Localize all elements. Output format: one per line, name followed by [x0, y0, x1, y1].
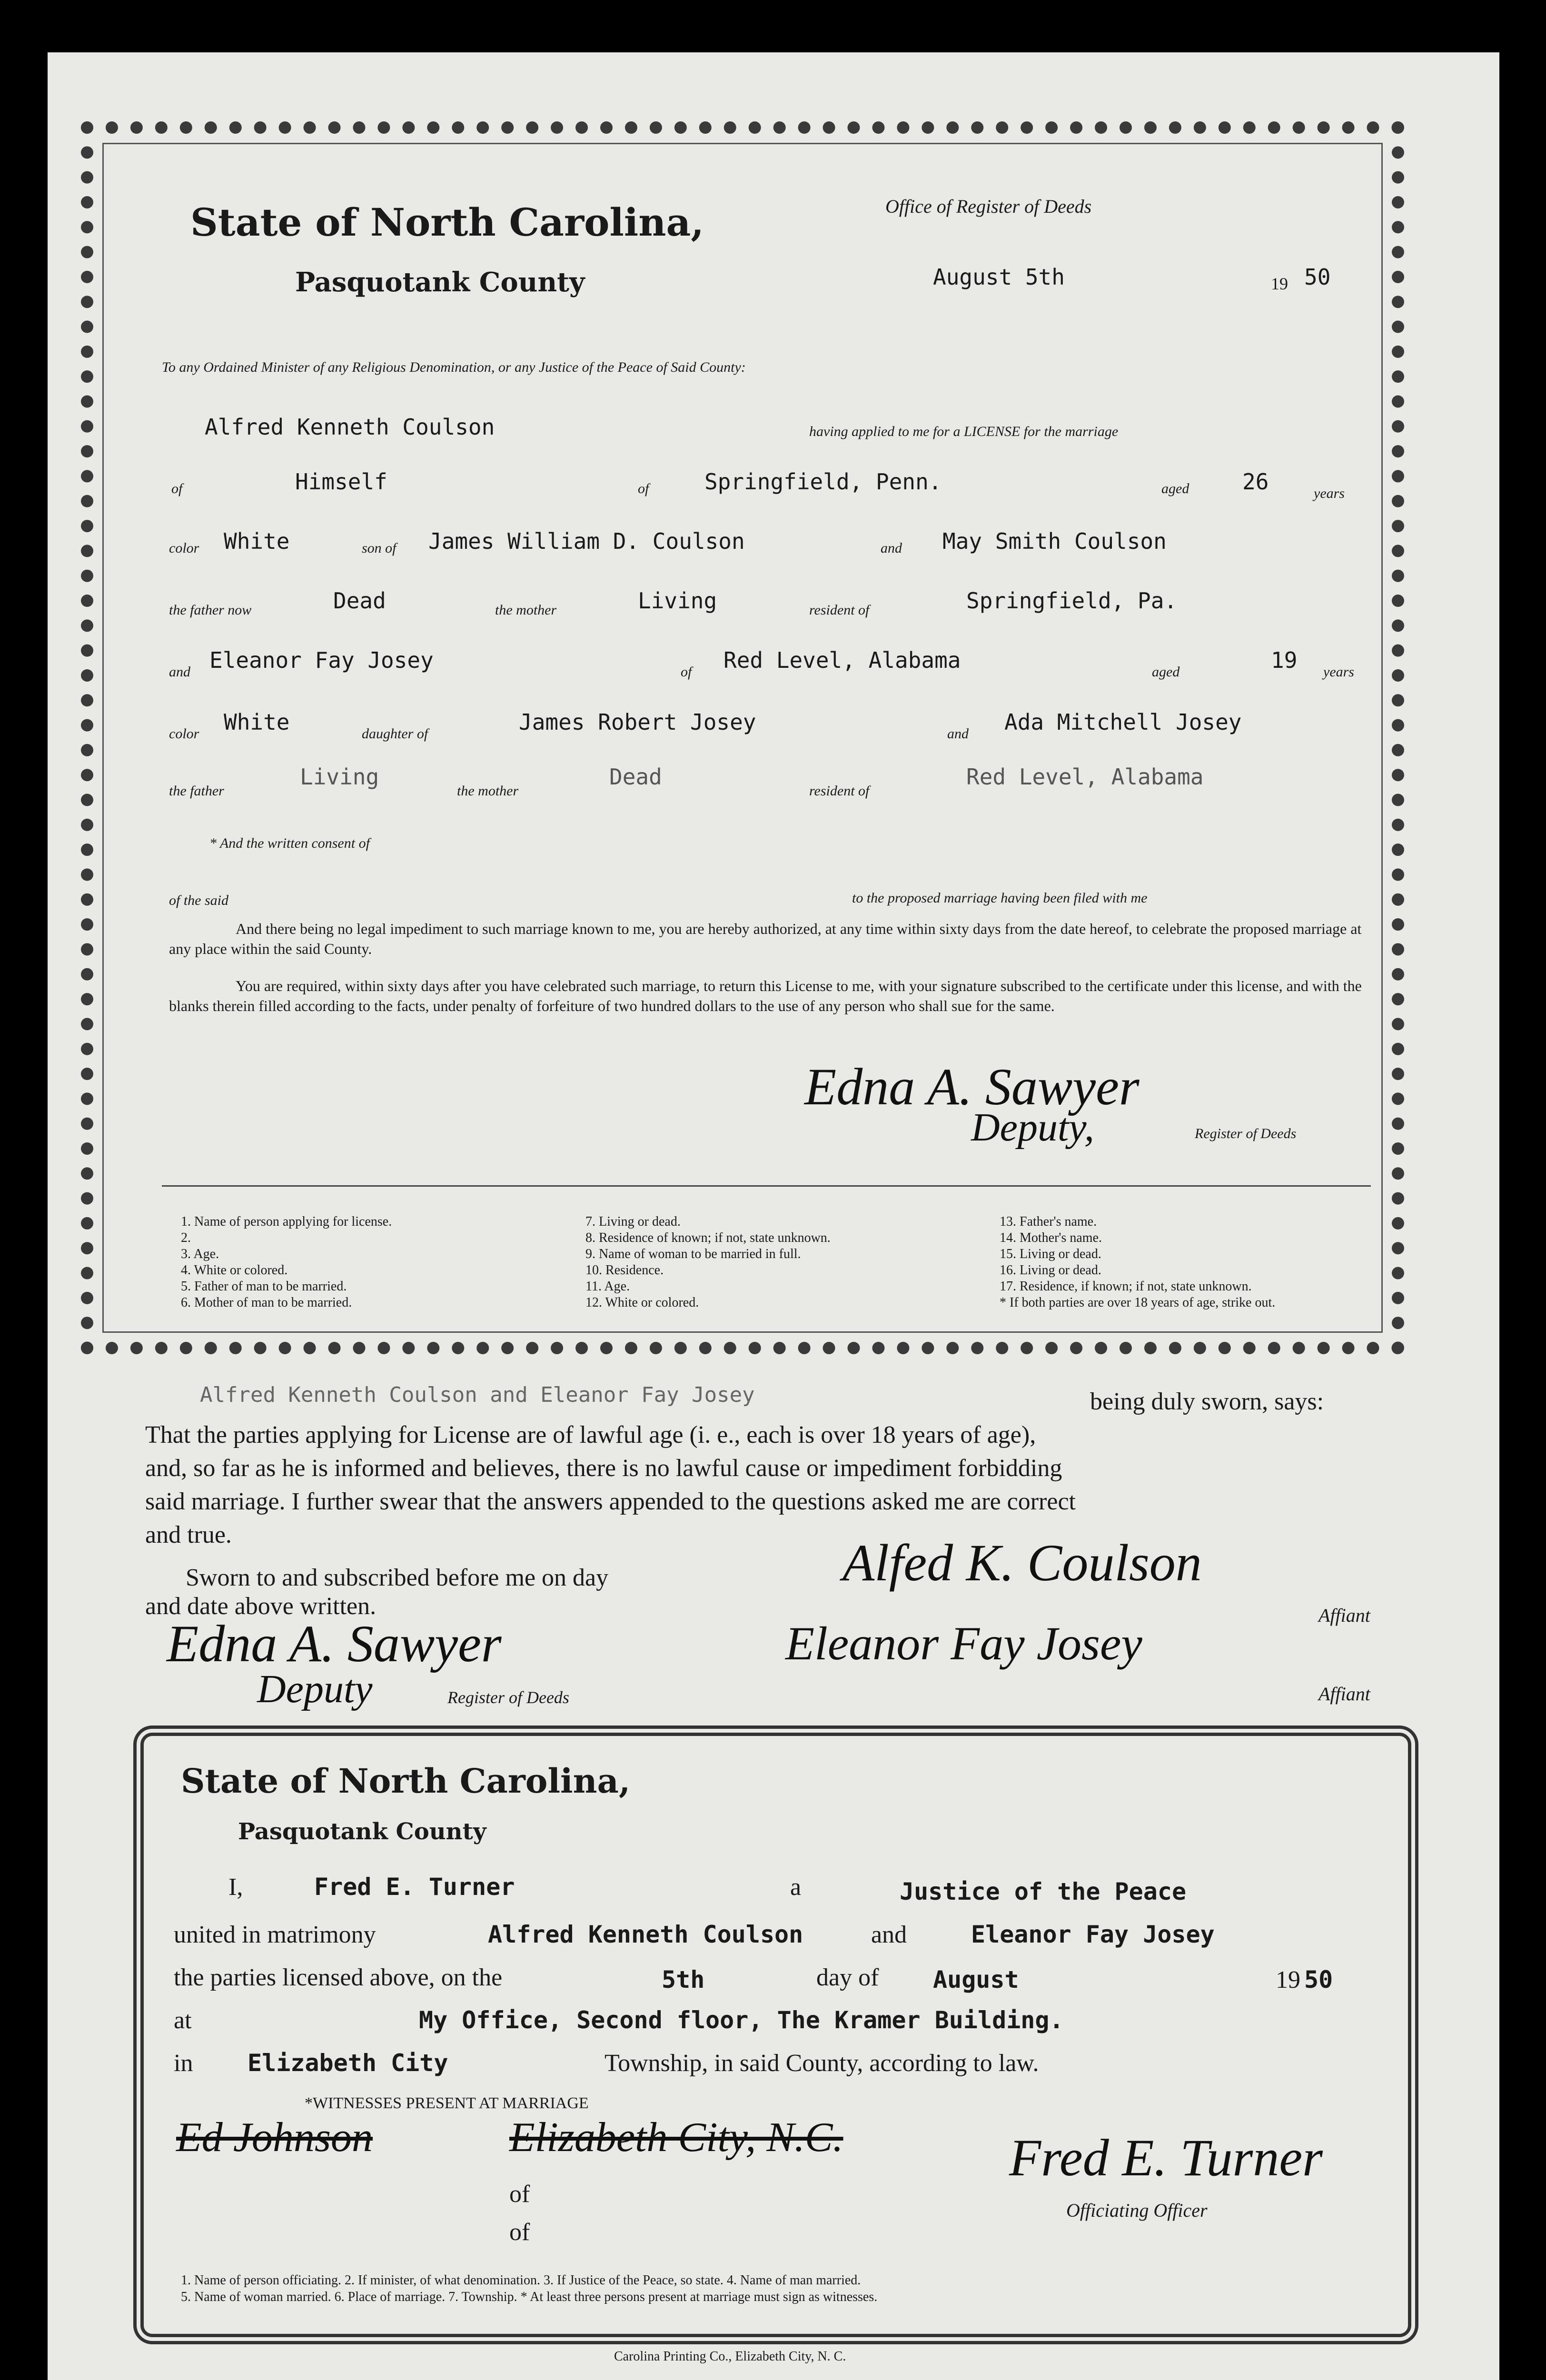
certificate-county: Pasquotank County: [238, 1818, 486, 1845]
license-said-label: of the said: [169, 892, 228, 908]
license-father-now-label: the father now: [169, 602, 252, 618]
license-of3-label: of: [681, 664, 692, 680]
certificate-of-label-2: of: [509, 2219, 530, 2246]
certificate-in-label: in: [174, 2050, 193, 2077]
license-resident2-label: resident of: [809, 783, 870, 799]
certificate-place: My Office, Second floor, The Kramer Building.: [419, 2006, 1064, 2034]
certificate-month: August: [933, 1966, 1019, 1993]
certificate-township: Elizabeth City: [248, 2049, 448, 2077]
license-groom-residence: Springfield, Penn.: [704, 469, 942, 495]
license-mother-label: the mother: [495, 602, 557, 618]
license-footnotes-col1: [181, 1214, 392, 1311]
certificate-groom: Alfred Kenneth Coulson: [488, 1921, 803, 1948]
license-consent-filed: to the proposed marriage having been filed with me: [852, 890, 1148, 906]
license-groom-parents-residence: Springfield, Pa.: [966, 588, 1178, 614]
license-applied-text: having applied to me for a LICENSE for the marriage: [809, 424, 1119, 439]
certificate-and-label: and: [871, 1921, 907, 1948]
certificate-officiant-signature: Fred E. Turner: [1009, 2129, 1323, 2187]
affidavit-affiant-signature-1: Alfed K. Coulson: [842, 1534, 1202, 1592]
affidavit-subscribed2: and date above written.: [145, 1593, 377, 1620]
license-groom-mother: May Smith Coulson: [942, 528, 1167, 554]
footnote-item: 17. Residence, if known; if not, state unknown.: [1000, 1279, 1252, 1294]
license-register-title: Register of Deeds: [1195, 1126, 1297, 1141]
affidavit-affiant-label-2: Affiant: [1318, 1683, 1370, 1705]
certificate-footnote-2: 5. Name of woman married. 6. Place of marriage. 7. Township. * At least three persons present at marriage must sign as witnesses.: [181, 2290, 878, 2304]
license-deputy: Deputy,: [971, 1105, 1094, 1150]
license-years-label: years: [1314, 486, 1345, 501]
license-authorization-paragraph: And there being no legal impediment to such marriage known to me, you are hereby authorized, at any time within sixty days from the date hereof, to celebrate the proposed marriage at any place within the said County.: [169, 920, 1362, 957]
license-applicant: Alfred Kenneth Coulson: [205, 414, 495, 440]
affidavit-line2: and, so far as he is informed and believes, there is no lawful cause or impediment forbidding: [145, 1455, 1062, 1482]
footnote-item: 11. Age.: [585, 1279, 630, 1294]
certificate-witness-1: Ed Johnson: [176, 2114, 373, 2161]
footnote-item: 15. Living or dead.: [1000, 1247, 1101, 1261]
license-resident-label: resident of: [809, 602, 870, 618]
footnote-item: 2.: [181, 1230, 191, 1245]
affidavit-affiant-signature-2: Eleanor Fay Josey: [785, 1617, 1142, 1670]
footnote-item: 5. Father of man to be married.: [181, 1279, 347, 1294]
certificate-footnote-1: 1. Name of person officiating. 2. If minister, of what denomination. 3. If Justice of the Peace, so state. 4. Name of man married.: [181, 2273, 861, 2288]
footnote-item: 6. Mother of man to be married.: [181, 1295, 352, 1310]
affidavit-line1: That the parties applying for License are of lawful age (i. e., each is over 18 years of age),: [145, 1421, 1036, 1448]
license-son-of-label: son of: [362, 540, 396, 556]
certificate-year-suffix: 50: [1304, 1966, 1333, 1993]
footnote-item: 8. Residence of known; if not, state unknown.: [585, 1230, 831, 1245]
license-bride-age: 19: [1271, 647, 1298, 673]
license-father-label: the father: [169, 783, 224, 799]
license-address-line: To any Ordained Minister of any Religious Denomination, or any Justice of the Peace of Said County:: [162, 359, 746, 375]
certificate-bride: Eleanor Fay Josey: [971, 1921, 1215, 1948]
footnote-item: 1. Name of person applying for license.: [181, 1214, 392, 1229]
license-color-label: color: [169, 540, 199, 556]
certificate-day: 5th: [662, 1966, 705, 1993]
affidavit-line3: said marriage. I further swear that the answers appended to the questions asked me are correct: [145, 1488, 1076, 1515]
license-year-prefix: 19: [1271, 274, 1288, 293]
footnote-item: 3. Age.: [181, 1247, 219, 1261]
certificate-officiating-label: Officiating Officer: [1066, 2200, 1208, 2221]
affidavit-affiant-label-1: Affiant: [1318, 1605, 1370, 1626]
certificate-witness-1-residence: Elizabeth City, N.C.: [509, 2114, 843, 2161]
footnote-item: 13. Father's name.: [1000, 1214, 1097, 1229]
license-bride-parents-residence: Red Level, Alabama: [966, 764, 1204, 790]
footnote-item: * If both parties are over 18 years of age, strike out.: [1000, 1295, 1276, 1310]
license-bride-residence: Red Level, Alabama: [723, 647, 961, 673]
certificate-at-label: at: [174, 2007, 192, 2034]
license-groom: Himself: [295, 469, 387, 495]
license-of2-label: of: [638, 481, 649, 496]
license-groom-father: James William D. Coulson: [428, 528, 745, 554]
certificate-officiant: Fred E. Turner: [314, 1873, 515, 1901]
license-bride-color: White: [224, 709, 290, 735]
license-footnotes-col2: [585, 1214, 831, 1311]
license-groom-father-status: Dead: [333, 588, 386, 614]
license-and2-label: and: [169, 664, 190, 680]
license-register-signature: Edna A. Sawyer: [804, 1058, 1140, 1116]
footnote-item: 14. Mother's name.: [1000, 1230, 1102, 1245]
license-bride: Eleanor Fay Josey: [209, 647, 434, 673]
license-date: August 5th: [933, 264, 1065, 290]
license-footnotes-col3: [1000, 1214, 1275, 1311]
affidavit-subscribed1: Sworn to and subscribed before me on day: [186, 1564, 609, 1591]
affidavit-officer-signature: Edna A. Sawyer: [167, 1615, 502, 1673]
license-footnote-rule: [162, 1185, 1371, 1187]
printer-imprint: Carolina Printing Co., Elizabeth City, N. C.: [614, 2349, 846, 2364]
license-state: State of North Carolina,: [190, 200, 704, 245]
certificate-witnesses-label: *WITNESSES PRESENT AT MARRIAGE: [305, 2094, 589, 2112]
certificate-i-label: I,: [228, 1874, 243, 1901]
footnote-item: 12. White or colored.: [585, 1295, 699, 1310]
affidavit-names: Alfred Kenneth Coulson and Eleanor Fay Josey: [200, 1383, 755, 1407]
license-and3-label: and: [947, 726, 969, 742]
footnote-item: 7. Living or dead.: [585, 1214, 681, 1229]
certificate-parties-label: the parties licensed above, on the: [174, 1964, 503, 1991]
certificate-officiant-title: Justice of the Peace: [900, 1878, 1187, 1905]
license-inner-rule: [102, 143, 1383, 1333]
license-consent-label: * And the written consent of: [209, 835, 370, 851]
affidavit-sworn: being duly sworn, says:: [1090, 1388, 1324, 1415]
footnote-item: 4. White or colored.: [181, 1263, 288, 1278]
license-bride-mother: Ada Mitchell Josey: [1004, 709, 1242, 735]
license-bride-father: James Robert Josey: [519, 709, 756, 735]
certificate-of-label-1: of: [509, 2181, 530, 2208]
certificate-township-label: Township, in said County, according to law.: [605, 2050, 1039, 2077]
license-groom-color: White: [224, 528, 290, 554]
license-aged-label: aged: [1161, 481, 1189, 496]
license-aged2-label: aged: [1152, 664, 1180, 680]
certificate-day-of-label: day of: [816, 1964, 879, 1991]
license-of-label: of: [171, 481, 183, 496]
footnote-item: 9. Name of woman to be married in full.: [585, 1247, 801, 1261]
license-year-suffix: 50: [1304, 264, 1331, 290]
certificate-a-label: a: [790, 1874, 802, 1901]
license-daughter-label: daughter of: [362, 726, 428, 742]
license-groom-age: 26: [1242, 469, 1269, 495]
footnote-item: 10. Residence.: [585, 1263, 664, 1278]
license-bride-mother-status: Dead: [609, 764, 662, 790]
license-color2-label: color: [169, 726, 199, 742]
certificate-state: State of North Carolina,: [181, 1761, 631, 1801]
license-bride-father-status: Living: [300, 764, 379, 790]
license-return-paragraph: You are required, within sixty days after you have celebrated such marriage, to return this License to me, with your signature subscribed to the certificate under this license, and with the blanks therein filled according to the facts, under penalty of forfeiture of two hundred dollars to the use of any person who shall sue for the same.: [169, 977, 1362, 1014]
affidavit-line4: and true.: [145, 1521, 232, 1548]
license-office: Office of Register of Deeds: [885, 196, 1092, 217]
license-county: Pasquotank County: [295, 267, 585, 298]
license-groom-mother-status: Living: [638, 588, 717, 614]
certificate-united-label: united in matrimony: [174, 1921, 376, 1948]
license-and-label: and: [881, 540, 902, 556]
license-mother2-label: the mother: [457, 783, 519, 799]
affidavit-deputy: Deputy: [257, 1667, 373, 1711]
affidavit-register-title: Register of Deeds: [447, 1688, 569, 1707]
footnote-item: 16. Living or dead.: [1000, 1263, 1101, 1278]
license-years2-label: years: [1323, 664, 1354, 680]
certificate-year-prefix: 19: [1276, 1966, 1300, 1993]
